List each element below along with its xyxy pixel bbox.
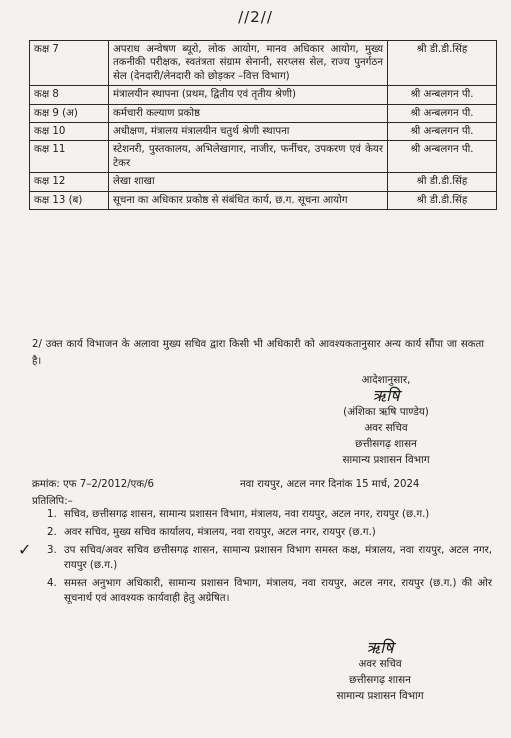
signatory-designation: अवर सचिव (364, 422, 408, 434)
work-cell: अधीक्षण, मंत्रालय मंत्रालयीन चतुर्थ श्रेणी स्थापना (109, 123, 388, 141)
signature-mark: ऋषि (372, 386, 400, 405)
copy-item: 2. अवर सचिव, मुख्य सचिव कार्यालय, मंत्रालय, नवा रायपुर, अटल नगर, रायपुर (छ.ग.) (60, 525, 492, 540)
work-cell: स्टेशनरी, पुस्तकालय, अभिलेखागार, नाजीर, फर्नीचर, उपकरण एवं केयर टेकर (109, 141, 388, 173)
paragraph-2: 2/ उक्त कार्य विभाजन के अलावा मुख्य सचिव द्वारा किसी भी अधिकारी को आवश्यकतानुसार अन्य कार्य सौंपा जा सकता है। (32, 339, 484, 367)
signatory2-department: सामान्य प्रशासन विभाग (336, 690, 424, 702)
officer-cell: श्री अन्बलगन पी. (388, 104, 497, 122)
room-cell: कक्ष 11 (30, 141, 109, 173)
room-cell: कक्ष 10 (30, 123, 109, 141)
reference-place-date: नवा रायपुर, अटल नगर दिनांक 15 मार्च, 2024 (240, 479, 420, 490)
signatory-government: छत्तीसगढ़ शासन (355, 438, 417, 450)
officer-cell: श्री अन्बलगन पी. (388, 123, 497, 141)
work-cell: मंत्रालयीन स्थापना (प्रथम, द्वितीय एवं तृतीय श्रेणी) (109, 86, 388, 104)
work-allocation-table (29, 40, 497, 210)
copy-item: 1. सचिव, छत्तीसगढ़ शासन, सामान्य प्रशासन विभाग, मंत्रालय, नवा रायपुर, अटल नगर, रायपुर (छ.ग.) (60, 507, 492, 522)
officer-cell: श्री डी.डी.सिंह (388, 173, 497, 191)
work-allocation-rows (30, 41, 497, 210)
signature-mark-2: ऋषि (366, 638, 394, 657)
page-number: //2// (238, 8, 273, 26)
signature-block-2 (290, 640, 470, 704)
officer-cell: श्री अन्बलगन पी. (388, 141, 497, 173)
tick-mark: ✓ (18, 540, 32, 559)
signatory2-designation: अवर सचिव (358, 658, 402, 670)
signatory-department: सामान्य प्रशासन विभाग (342, 454, 430, 466)
work-cell: लेखा शाखा (109, 173, 388, 191)
table-row (30, 173, 497, 191)
room-cell: कक्ष 13 (ब) (30, 191, 109, 209)
room-cell: कक्ष 8 (30, 86, 109, 104)
copy-item: 4. समस्त अनुभाग अधिकारी, सामान्य प्रशासन विभाग, मंत्रालय, नवा रायपुर, अटल नगर, रायपुर (छ.ग.) की ओर सूचनार्थ एवं आवश्यक कार्यवाही हेतु अग्रेषित। (60, 576, 492, 606)
officer-cell: श्री डी.डी.सिंह (388, 191, 497, 209)
copy-list (44, 507, 492, 609)
signatory2-government: छत्तीसगढ़ शासन (349, 674, 411, 686)
copy-item: 3. उप सचिव/अवर सचिव छत्तीसगढ़ शासन, सामान्य प्रशासन विभाग समस्त कक्ष, मंत्रालय, नवा रायपुर, अटल नगर, रायपुर (छ.ग.) (60, 543, 492, 573)
table-row (30, 191, 497, 209)
room-cell: कक्ष 9 (अ) (30, 104, 109, 122)
officer-cell: श्री डी.डी.सिंह (388, 41, 497, 86)
reference-number: क्रमांक: एफ 7–2/2012/एक/6 (32, 479, 154, 490)
work-cell: अपराध अन्वेषण ब्यूरो, लोक आयोग, मानव अधिकार आयोग, मुख्य तकनीकी परीक्षक, स्वतंत्रता संग्राम सेनानी, सरप्लस सेल, राज्य पुनर्गठन सेल (देनदारी/लेनदारी को छोड़कर –वित्त विभाग) (109, 41, 388, 86)
table-row (30, 104, 497, 122)
signatory-name: (अंशिका ऋषि पाण्डेय) (343, 406, 429, 418)
signature-block-1 (296, 372, 476, 468)
order-line: आदेशानुसार, (361, 374, 411, 386)
room-cell: कक्ष 12 (30, 173, 109, 191)
officer-cell: श्री अन्बलगन पी. (388, 86, 497, 104)
copy-heading: प्रतिलिपि:– (32, 496, 73, 507)
reference-line (32, 476, 492, 490)
table-row (30, 86, 497, 104)
work-cell: कर्मचारी कल्याण प्रकोष्ठ (109, 104, 388, 122)
table-row (30, 141, 497, 173)
work-cell: सूचना का अधिकार प्रकोष्ठ से संबंधित कार्य, छ.ग. सूचना आयोग (109, 191, 388, 209)
room-cell: कक्ष 7 (30, 41, 109, 86)
table-row (30, 41, 497, 86)
table-row (30, 123, 497, 141)
